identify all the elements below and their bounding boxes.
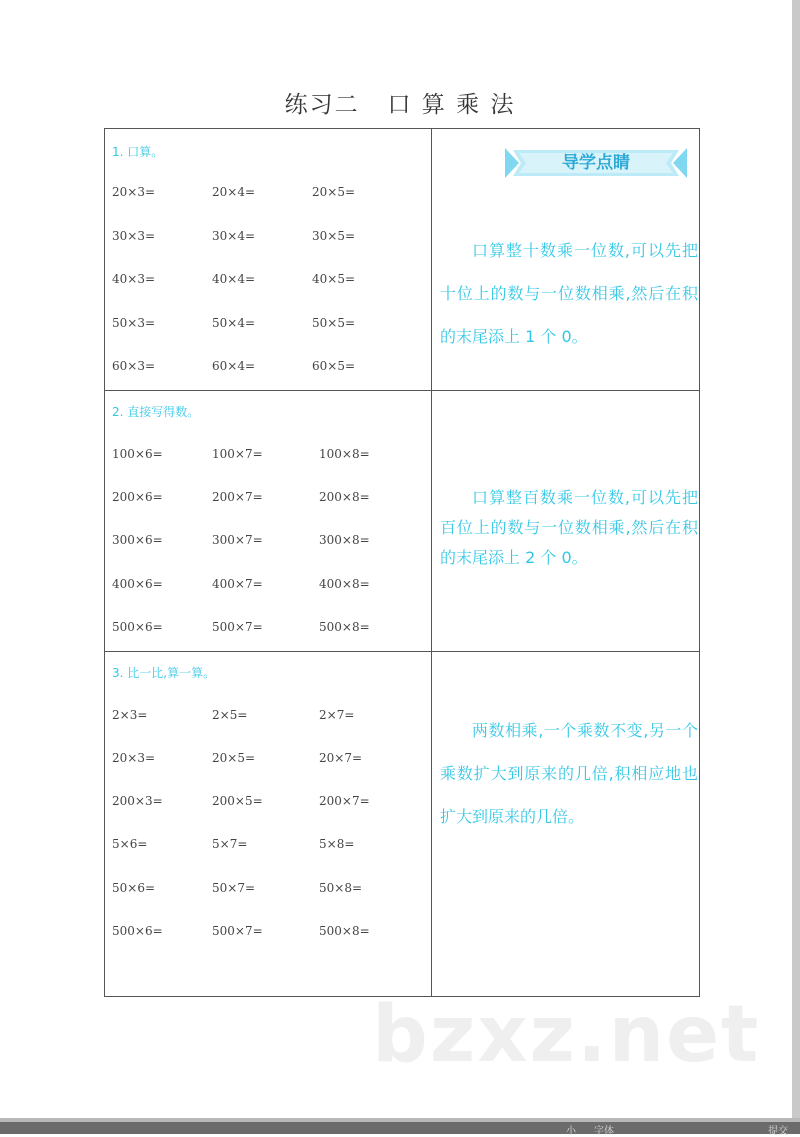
expression: 200×3=	[112, 794, 163, 808]
page-edge-shadow	[792, 0, 800, 1118]
expression: 300×6=	[112, 533, 163, 547]
expression: 50×3=	[112, 316, 156, 330]
expression: 40×5=	[312, 272, 356, 286]
expression: 50×6=	[112, 881, 156, 895]
expression: 30×3=	[112, 229, 156, 243]
expression: 40×3=	[112, 272, 156, 286]
section-2-tip: 口算整百数乘一位数,可以先把百位上的数与一位数相乘,然后在积的末尾添上 2 个 0。	[440, 488, 698, 567]
row-divider	[105, 390, 699, 391]
expression: 500×8=	[319, 620, 370, 634]
guide-banner	[505, 146, 687, 180]
expression: 40×4=	[212, 272, 256, 286]
expression: 300×8=	[319, 533, 370, 547]
expression: 500×7=	[212, 620, 263, 634]
section-1-tip: 口算整十数乘一位数,可以先把十位上的数与一位数相乘,然后在积的末尾添上 1 个 0。	[440, 241, 698, 346]
watermark-text: bzxz.net	[372, 990, 761, 1080]
expression: 60×5=	[312, 359, 356, 373]
expression: 100×6=	[112, 447, 163, 461]
expression: 50×8=	[319, 881, 363, 895]
expression: 2×5=	[212, 708, 248, 722]
expression: 500×6=	[112, 924, 163, 938]
expression: 200×6=	[112, 490, 163, 504]
expression: 300×7=	[212, 533, 263, 547]
expression: 50×7=	[212, 881, 256, 895]
expression: 30×5=	[312, 229, 356, 243]
expression: 400×8=	[319, 577, 370, 591]
expression: 500×8=	[319, 924, 370, 938]
expression: 20×4=	[212, 185, 256, 199]
expression: 200×8=	[319, 490, 370, 504]
expression: 50×4=	[212, 316, 256, 330]
guide-banner-label: 导学点睛	[562, 153, 630, 173]
section-3-title: 3. 比一比,算一算。	[112, 666, 216, 680]
expression: 20×3=	[112, 751, 156, 765]
footer-item[interactable]: 提交	[768, 1126, 788, 1137]
section-3-tip: 两数相乘,一个乘数不变,另一个乘数扩大到原来的几倍,积相应地也扩大到原来的几倍。	[440, 721, 698, 826]
expression: 100×7=	[212, 447, 263, 461]
section-1-title: 1. 口算。	[112, 145, 164, 159]
expression: 60×4=	[212, 359, 256, 373]
expression: 30×4=	[212, 229, 256, 243]
expression: 400×7=	[212, 577, 263, 591]
row-divider	[105, 651, 699, 652]
expression: 500×6=	[112, 620, 163, 634]
expression: 20×5=	[312, 185, 356, 199]
expression: 20×3=	[112, 185, 156, 199]
column-divider	[431, 129, 432, 996]
expression: 2×7=	[319, 708, 355, 722]
footer-item[interactable]: 字体	[594, 1126, 614, 1137]
expression: 50×5=	[312, 316, 356, 330]
expression: 5×7=	[212, 837, 248, 851]
footer-item[interactable]: 小	[566, 1126, 576, 1137]
section-2-title: 2. 直接写得数。	[112, 405, 200, 419]
expression: 5×6=	[112, 837, 148, 851]
expression: 100×8=	[319, 447, 370, 461]
page-title: 练习二 口 算 乘 法	[284, 92, 516, 118]
bottom-toolbar-highlight	[0, 1118, 800, 1122]
expression: 60×3=	[112, 359, 156, 373]
expression: 5×8=	[319, 837, 355, 851]
expression: 20×7=	[319, 751, 363, 765]
expression: 200×5=	[212, 794, 263, 808]
expression: 500×7=	[212, 924, 263, 938]
expression: 20×5=	[212, 751, 256, 765]
expression: 200×7=	[319, 794, 370, 808]
exercise-table	[104, 128, 700, 997]
expression: 2×3=	[112, 708, 148, 722]
expression: 200×7=	[212, 490, 263, 504]
expression: 400×6=	[112, 577, 163, 591]
